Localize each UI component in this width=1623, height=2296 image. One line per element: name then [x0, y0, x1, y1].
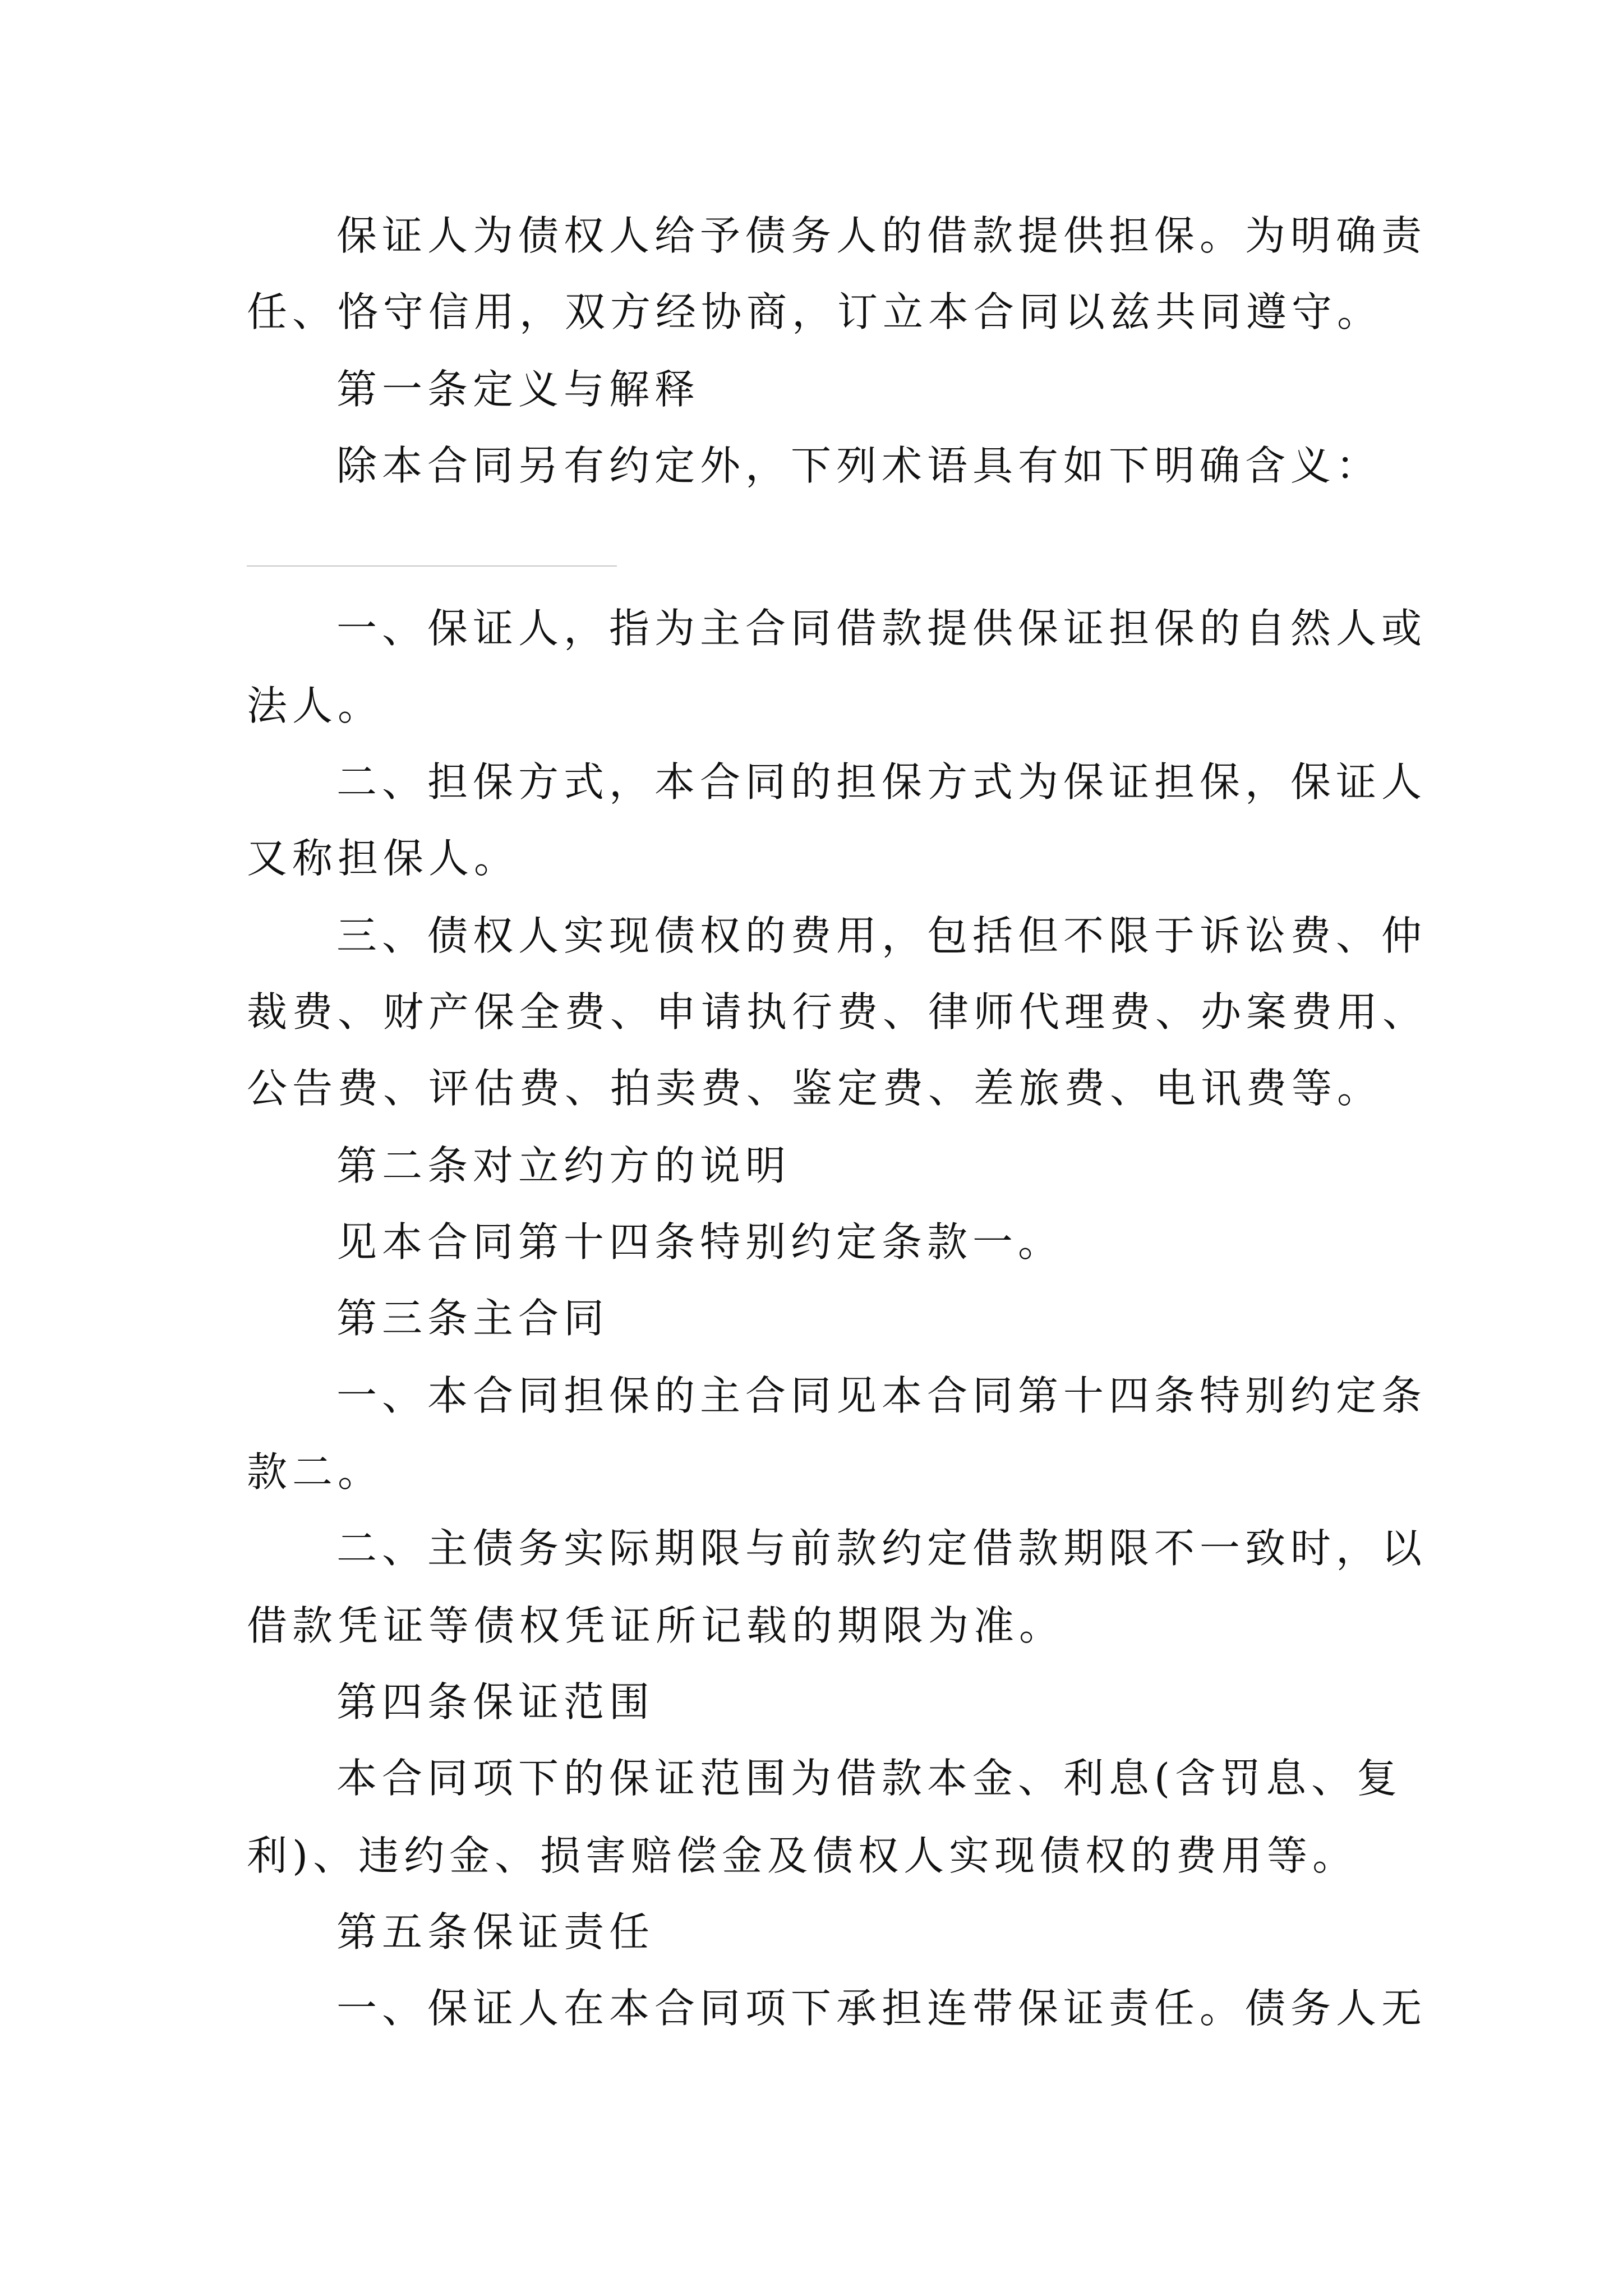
paragraph-line: 三、债权人实现债权的费用，包括但不限于诉讼费、仲: [336, 912, 1427, 959]
section-heading: 第二条对立约方的说明: [336, 1142, 791, 1189]
section-heading: 第三条主合同: [336, 1295, 610, 1342]
paragraph-line: 法人。: [247, 682, 384, 729]
paragraph-line: 借款凭证等债权凭证所记载的期限为准。: [247, 1602, 1065, 1649]
paragraph-line: 除本合同另有约定外，下列术语具有如下明确含义：: [336, 442, 1382, 489]
paragraph-line: 本合同项下的保证范围为借款本金、利息(含罚息、复: [336, 1755, 1403, 1802]
paragraph-line: 裁费、财产保全费、申请执行费、律师代理费、办案费用、: [247, 988, 1428, 1036]
paragraph-line: 二、主债务实际期限与前款约定借款期限不一致时，以: [336, 1525, 1427, 1572]
paragraph-line: 任、恪守信用，双方经协商，订立本合同以兹共同遵守。: [247, 288, 1383, 335]
paragraph-line: 利)、违约金、损害赔偿金及债权人实现债权的费用等。: [247, 1832, 1358, 1879]
paragraph-line: 一、本合同担保的主合同见本合同第十四条特别约定条: [336, 1372, 1427, 1419]
section-heading: 第一条定义与解释: [336, 366, 700, 413]
paragraph-line: 一、保证人在本合同项下承担连带保证责任。债务人无: [336, 1985, 1427, 2032]
paragraph-line: 二、担保方式，本合同的担保方式为保证担保，保证人: [336, 758, 1427, 806]
section-heading: 第五条保证责任: [336, 1908, 655, 1955]
paragraph-line: 又称担保人。: [247, 835, 520, 882]
paragraph-line: 保证人为债权人给予债务人的借款提供担保。为明确责: [336, 212, 1427, 259]
section-divider: [247, 565, 617, 567]
section-heading: 第四条保证范围: [336, 1678, 655, 1726]
paragraph-line: 公告费、评估费、拍卖费、鉴定费、差旅费、电讯费等。: [247, 1065, 1383, 1112]
paragraph-line: 见本合同第十四条特别约定条款一。: [336, 1218, 1064, 1266]
paragraph-line: 一、保证人，指为主合同借款提供保证担保的自然人或: [336, 605, 1427, 652]
paragraph-line: 款二。: [247, 1448, 384, 1496]
